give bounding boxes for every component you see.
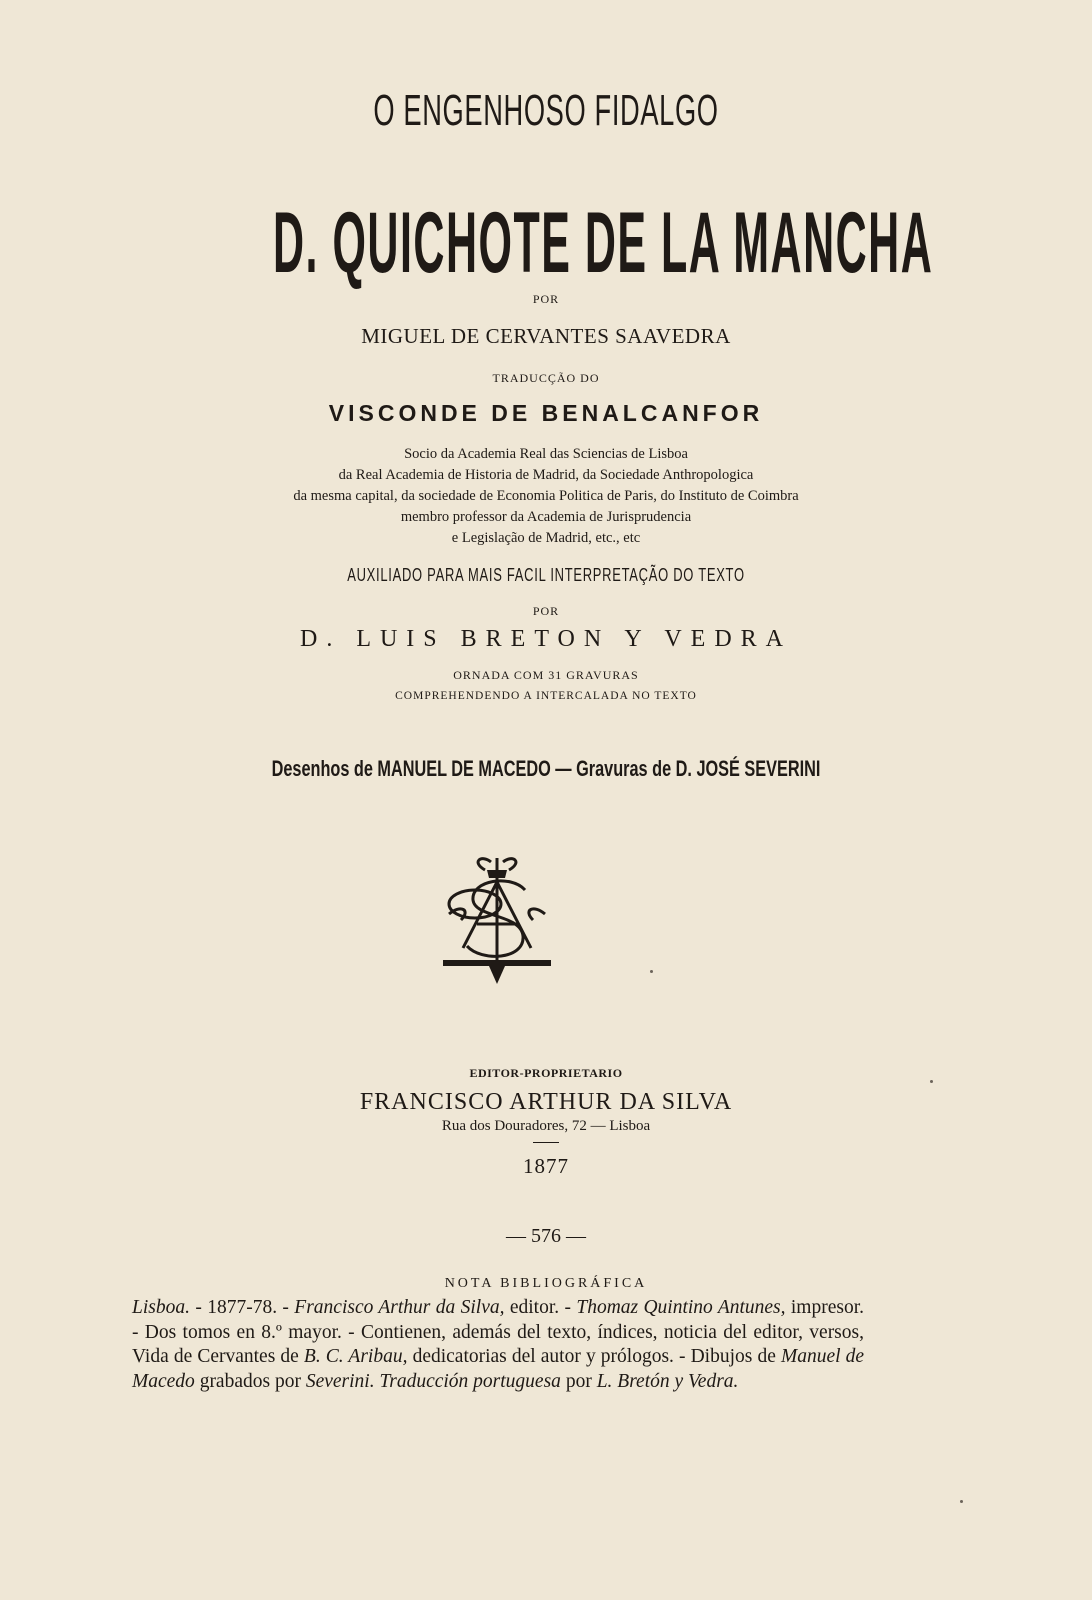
- note-segment: B. C. Aribau,: [303, 1346, 408, 1367]
- publisher-monogram-emblem-icon: [441, 852, 553, 986]
- divider: [533, 1142, 559, 1143]
- note-segment: por: [560, 1370, 597, 1392]
- subtitle: O ENGENHOSO FIDALGO: [373, 86, 719, 135]
- paper-speck: [930, 1080, 933, 1083]
- por-label-2: POR: [532, 604, 560, 618]
- note-segment: - 1877-78. -: [189, 1297, 295, 1318]
- note-segment: L. Bretón y Vedra.: [596, 1370, 739, 1392]
- paper-speck: [650, 970, 653, 973]
- note-segment: grabados por: [194, 1370, 306, 1392]
- engravings-note-2: COMPREHENDENDO A INTERCALADA NO TEXTO: [395, 690, 697, 702]
- translator-name: VISCONDE DE BENALCANFOR: [328, 400, 764, 426]
- note-segment: impresor. - Dos tomos en 8.º mayor. - Contienen, además del texto, índices, noticia del editor, versos, Vida de Cervantes de: [132, 1297, 864, 1367]
- publication-year: 1877: [523, 1154, 569, 1178]
- assisted-by-label: AUXILIADO PARA MAIS FACIL INTERPRETAÇÃO DO TEXTO: [347, 565, 745, 585]
- credential-line: e Legislação de Madrid, etc., etc: [451, 530, 641, 546]
- note-segment: editor. -: [504, 1297, 577, 1318]
- note-segment: Lisboa.: [132, 1297, 190, 1318]
- bibliography-note: [132, 1296, 864, 1394]
- por-label: POR: [532, 292, 560, 306]
- main-title: D. QUICHOTE DE LA MANCHA: [273, 195, 934, 291]
- translator-credentials: [0, 444, 1092, 549]
- translation-label: TRADUCÇÃO DO: [492, 371, 600, 385]
- note-segment: Severini.: [305, 1370, 375, 1392]
- credential-line: da mesma capital, da sociedade de Economia Politica de Paris, do Instituto de Coimbra: [293, 488, 799, 504]
- publisher-address: Rua dos Douradores, 72 — Lisboa: [441, 1118, 651, 1134]
- credential-line: da Real Academia de Historia de Madrid, da Sociedade Anthropologica: [338, 467, 754, 483]
- assistant-name: D. LUIS BRETON Y VEDRA: [299, 626, 792, 652]
- drawings-credit: Desenhos de MANUEL DE MACEDO — Gravuras de D. JOSÉ SEVERINI: [271, 756, 821, 781]
- paper-speck: [960, 1500, 963, 1503]
- note-segment: Francisco Arthur da Silva,: [294, 1297, 505, 1318]
- author-name: MIGUEL DE CERVANTES SAAVEDRA: [361, 324, 731, 348]
- publisher-label: EDITOR-PROPRIETARIO: [469, 1066, 623, 1080]
- note-segment: Traducción portuguesa: [379, 1370, 561, 1392]
- credential-line: Socio da Academia Real das Sciencias de Lisboa: [404, 446, 688, 462]
- note-segment: Manuel de Macedo: [132, 1346, 865, 1392]
- note-segment: Thomaz Quintino Antunes,: [576, 1297, 786, 1318]
- note-segment: dedicatorias del autor y prólogos. - Dibujos de: [407, 1346, 781, 1367]
- page-number: — 576 —: [506, 1225, 586, 1247]
- bibliography-heading: NOTA BIBLIOGRÁFICA: [444, 1276, 648, 1291]
- publisher-name: FRANCISCO ARTHUR DA SILVA: [359, 1089, 733, 1115]
- credential-line: membro professor da Academia de Jurisprudencia: [400, 509, 692, 525]
- engravings-note: ORNADA COM 31 GRAVURAS: [453, 668, 639, 682]
